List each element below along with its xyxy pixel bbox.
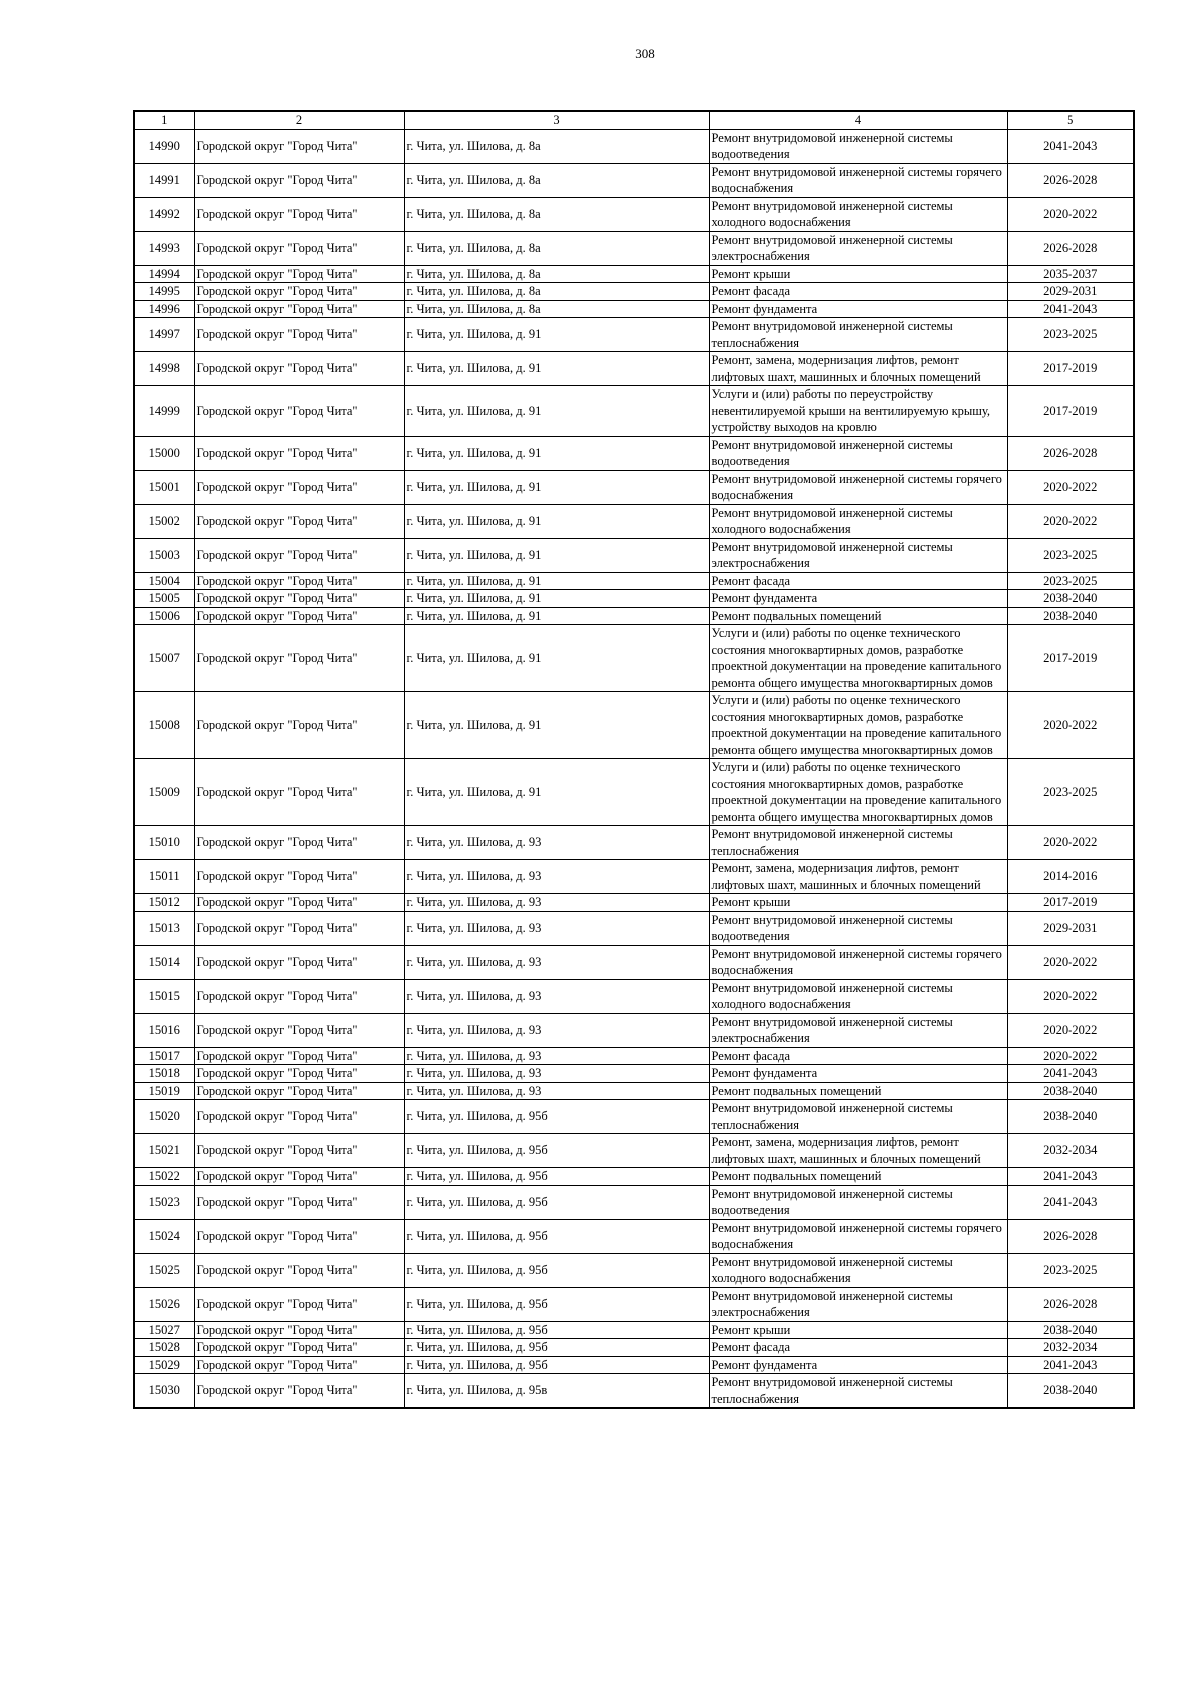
period-cell: 2026-2028: [1007, 1219, 1134, 1253]
table-row: [134, 1287, 1134, 1321]
table-row: [134, 1134, 1134, 1168]
table-row: [134, 1339, 1134, 1357]
row-number-cell: 14996: [134, 300, 194, 318]
row-number-cell: 15013: [134, 911, 194, 945]
table-row: [134, 860, 1134, 894]
row-number-cell: 15010: [134, 826, 194, 860]
address-cell: г. Чита, ул. Шилова, д. 8а: [404, 163, 709, 197]
address-cell: г. Чита, ул. Шилова, д. 91: [404, 759, 709, 826]
period-cell: 2041-2043: [1007, 129, 1134, 163]
work-type-cell: Ремонт внутридомовой инженерной системы теплоснабжения: [709, 318, 1007, 352]
table-row: [134, 1168, 1134, 1186]
municipality-cell: Городской округ "Город Чита": [194, 759, 404, 826]
table-row: [134, 979, 1134, 1013]
address-cell: г. Чита, ул. Шилова, д. 91: [404, 625, 709, 692]
period-cell: 2020-2022: [1007, 470, 1134, 504]
work-type-cell: Ремонт внутридомовой инженерной системы холодного водоснабжения: [709, 197, 1007, 231]
work-type-cell: Ремонт, замена, модернизация лифтов, ремонт лифтовых шахт, машинных и блочных помещений: [709, 352, 1007, 386]
municipality-cell: Городской округ "Город Чита": [194, 1185, 404, 1219]
period-cell: 2032-2034: [1007, 1134, 1134, 1168]
municipality-cell: Городской округ "Город Чита": [194, 607, 404, 625]
row-number-cell: 15029: [134, 1356, 194, 1374]
table-row: [134, 504, 1134, 538]
work-type-cell: Ремонт фундамента: [709, 1356, 1007, 1374]
period-cell: 2020-2022: [1007, 197, 1134, 231]
address-cell: г. Чита, ул. Шилова, д. 93: [404, 911, 709, 945]
period-cell: 2026-2028: [1007, 231, 1134, 265]
row-number-cell: 15003: [134, 538, 194, 572]
table-row: [134, 692, 1134, 759]
work-type-cell: Ремонт крыши: [709, 1321, 1007, 1339]
address-cell: г. Чита, ул. Шилова, д. 91: [404, 538, 709, 572]
period-cell: 2041-2043: [1007, 300, 1134, 318]
work-type-cell: Услуги и (или) работы по оценке технического состояния многоквартирных домов, разработке проектной документации на проведение капитального ремонта общего имущества многоквартирных домов: [709, 692, 1007, 759]
period-cell: 2038-2040: [1007, 1100, 1134, 1134]
row-number-cell: 15008: [134, 692, 194, 759]
address-cell: г. Чита, ул. Шилова, д. 91: [404, 386, 709, 437]
period-cell: 2026-2028: [1007, 436, 1134, 470]
address-cell: г. Чита, ул. Шилова, д. 93: [404, 826, 709, 860]
table-row: [134, 470, 1134, 504]
table-row: [134, 1253, 1134, 1287]
row-number-cell: 15001: [134, 470, 194, 504]
municipality-cell: Городской округ "Город Чита": [194, 1047, 404, 1065]
row-number-cell: 15004: [134, 572, 194, 590]
municipality-cell: Городской округ "Город Чита": [194, 386, 404, 437]
table-row: [134, 1065, 1134, 1083]
municipality-cell: Городской округ "Город Чита": [194, 979, 404, 1013]
address-cell: г. Чита, ул. Шилова, д. 95б: [404, 1219, 709, 1253]
address-cell: г. Чита, ул. Шилова, д. 95б: [404, 1168, 709, 1186]
period-cell: 2029-2031: [1007, 911, 1134, 945]
column-header: 1: [134, 111, 194, 129]
work-type-cell: Ремонт подвальных помещений: [709, 607, 1007, 625]
period-cell: 2014-2016: [1007, 860, 1134, 894]
period-cell: 2038-2040: [1007, 607, 1134, 625]
work-type-cell: Ремонт внутридомовой инженерной системы горячего водоснабжения: [709, 945, 1007, 979]
municipality-cell: Городской округ "Город Чита": [194, 1356, 404, 1374]
work-type-cell: Ремонт внутридомовой инженерной системы горячего водоснабжения: [709, 470, 1007, 504]
row-number-cell: 15017: [134, 1047, 194, 1065]
address-cell: г. Чита, ул. Шилова, д. 93: [404, 894, 709, 912]
address-cell: г. Чита, ул. Шилова, д. 93: [404, 1047, 709, 1065]
work-type-cell: Ремонт внутридомовой инженерной системы холодного водоснабжения: [709, 979, 1007, 1013]
municipality-cell: Городской округ "Город Чита": [194, 197, 404, 231]
period-cell: 2041-2043: [1007, 1356, 1134, 1374]
row-number-cell: 15025: [134, 1253, 194, 1287]
work-type-cell: Ремонт подвальных помещений: [709, 1168, 1007, 1186]
period-cell: 2038-2040: [1007, 1321, 1134, 1339]
work-type-cell: Услуги и (или) работы по оценке технического состояния многоквартирных домов, разработке проектной документации на проведение капитального ремонта общего имущества многоквартирных домов: [709, 625, 1007, 692]
address-cell: г. Чита, ул. Шилова, д. 93: [404, 1082, 709, 1100]
table-row: [134, 1356, 1134, 1374]
address-cell: г. Чита, ул. Шилова, д. 91: [404, 436, 709, 470]
table-row: [134, 590, 1134, 608]
municipality-cell: Городской округ "Город Чита": [194, 231, 404, 265]
municipality-cell: Городской округ "Город Чита": [194, 265, 404, 283]
address-cell: г. Чита, ул. Шилова, д. 8а: [404, 300, 709, 318]
municipality-cell: Городской округ "Город Чита": [194, 572, 404, 590]
municipality-cell: Городской округ "Город Чита": [194, 1253, 404, 1287]
table-row: [134, 436, 1134, 470]
address-cell: г. Чита, ул. Шилова, д. 91: [404, 692, 709, 759]
municipality-cell: Городской округ "Город Чита": [194, 538, 404, 572]
address-cell: г. Чита, ул. Шилова, д. 95б: [404, 1356, 709, 1374]
address-cell: г. Чита, ул. Шилова, д. 8а: [404, 283, 709, 301]
work-type-cell: Ремонт внутридомовой инженерной системы горячего водоснабжения: [709, 1219, 1007, 1253]
work-type-cell: Ремонт фасада: [709, 1339, 1007, 1357]
period-cell: 2023-2025: [1007, 759, 1134, 826]
address-cell: г. Чита, ул. Шилова, д. 91: [404, 572, 709, 590]
municipality-cell: Городской округ "Город Чита": [194, 1287, 404, 1321]
period-cell: 2020-2022: [1007, 504, 1134, 538]
work-type-cell: Ремонт подвальных помещений: [709, 1082, 1007, 1100]
row-number-cell: 14993: [134, 231, 194, 265]
address-cell: г. Чита, ул. Шилова, д. 8а: [404, 231, 709, 265]
municipality-cell: Городской округ "Город Чита": [194, 590, 404, 608]
work-type-cell: Ремонт, замена, модернизация лифтов, ремонт лифтовых шахт, машинных и блочных помещений: [709, 1134, 1007, 1168]
table-row: [134, 625, 1134, 692]
period-cell: 2020-2022: [1007, 945, 1134, 979]
row-number-cell: 15007: [134, 625, 194, 692]
address-cell: г. Чита, ул. Шилова, д. 93: [404, 979, 709, 1013]
period-cell: 2023-2025: [1007, 538, 1134, 572]
row-number-cell: 15020: [134, 1100, 194, 1134]
work-type-cell: Ремонт фундамента: [709, 300, 1007, 318]
period-cell: 2023-2025: [1007, 572, 1134, 590]
row-number-cell: 14998: [134, 352, 194, 386]
row-number-cell: 15015: [134, 979, 194, 1013]
table-row: [134, 1185, 1134, 1219]
row-number-cell: 15023: [134, 1185, 194, 1219]
address-cell: г. Чита, ул. Шилова, д. 91: [404, 504, 709, 538]
period-cell: 2029-2031: [1007, 283, 1134, 301]
row-number-cell: 15028: [134, 1339, 194, 1357]
row-number-cell: 15018: [134, 1065, 194, 1083]
page-number: 308: [635, 46, 655, 61]
period-cell: 2035-2037: [1007, 265, 1134, 283]
municipality-cell: Городской округ "Город Чита": [194, 163, 404, 197]
row-number-cell: 15021: [134, 1134, 194, 1168]
work-type-cell: Ремонт внутридомовой инженерной системы электроснабжения: [709, 538, 1007, 572]
work-type-cell: Ремонт внутридомовой инженерной системы водоотведения: [709, 129, 1007, 163]
work-type-cell: Услуги и (или) работы по оценке технического состояния многоквартирных домов, разработке проектной документации на проведение капитального ремонта общего имущества многоквартирных домов: [709, 759, 1007, 826]
table-row: [134, 1013, 1134, 1047]
table-row: [134, 538, 1134, 572]
work-type-cell: Ремонт внутридомовой инженерной системы водоотведения: [709, 1185, 1007, 1219]
table-row: [134, 231, 1134, 265]
work-type-cell: Ремонт внутридомовой инженерной системы электроснабжения: [709, 1287, 1007, 1321]
row-number-cell: 15011: [134, 860, 194, 894]
table-row: [134, 386, 1134, 437]
address-cell: г. Чита, ул. Шилова, д. 93: [404, 860, 709, 894]
row-number-cell: 15014: [134, 945, 194, 979]
table-row: [134, 352, 1134, 386]
municipality-cell: Городской округ "Город Чита": [194, 945, 404, 979]
municipality-cell: Городской округ "Город Чита": [194, 504, 404, 538]
municipality-cell: Городской округ "Город Чита": [194, 436, 404, 470]
work-type-cell: Ремонт крыши: [709, 894, 1007, 912]
work-type-cell: Ремонт фасада: [709, 283, 1007, 301]
table-row: [134, 1100, 1134, 1134]
row-number-cell: 15019: [134, 1082, 194, 1100]
address-cell: г. Чита, ул. Шилова, д. 95б: [404, 1339, 709, 1357]
work-type-cell: Ремонт, замена, модернизация лифтов, ремонт лифтовых шахт, машинных и блочных помещений: [709, 860, 1007, 894]
address-cell: г. Чита, ул. Шилова, д. 95б: [404, 1253, 709, 1287]
table-row: [134, 1219, 1134, 1253]
municipality-cell: Городской округ "Город Чита": [194, 1219, 404, 1253]
period-cell: 2038-2040: [1007, 590, 1134, 608]
period-cell: 2020-2022: [1007, 692, 1134, 759]
table-row: [134, 318, 1134, 352]
table-row: [134, 607, 1134, 625]
table-row: [134, 1082, 1134, 1100]
municipality-cell: Городской округ "Город Чита": [194, 318, 404, 352]
table-header-row: [134, 111, 1134, 129]
work-type-cell: Ремонт внутридомовой инженерной системы холодного водоснабжения: [709, 1253, 1007, 1287]
table-row: [134, 1047, 1134, 1065]
municipality-cell: Городской округ "Город Чита": [194, 129, 404, 163]
row-number-cell: 15005: [134, 590, 194, 608]
municipality-cell: Городской округ "Город Чита": [194, 283, 404, 301]
municipality-cell: Городской округ "Город Чита": [194, 1374, 404, 1409]
address-cell: г. Чита, ул. Шилова, д. 95б: [404, 1134, 709, 1168]
row-number-cell: 15012: [134, 894, 194, 912]
table-row: [134, 283, 1134, 301]
column-header: 4: [709, 111, 1007, 129]
row-number-cell: 15000: [134, 436, 194, 470]
municipality-cell: Городской округ "Город Чита": [194, 692, 404, 759]
row-number-cell: 15002: [134, 504, 194, 538]
municipality-cell: Городской округ "Город Чита": [194, 911, 404, 945]
municipality-cell: Городской округ "Город Чита": [194, 1339, 404, 1357]
work-type-cell: Ремонт крыши: [709, 265, 1007, 283]
table-row: [134, 300, 1134, 318]
period-cell: 2026-2028: [1007, 163, 1134, 197]
row-number-cell: 14991: [134, 163, 194, 197]
period-cell: 2017-2019: [1007, 625, 1134, 692]
table-row: [134, 945, 1134, 979]
work-type-cell: Ремонт внутридомовой инженерной системы теплоснабжения: [709, 826, 1007, 860]
table-row: [134, 759, 1134, 826]
municipality-cell: Городской округ "Город Чита": [194, 1168, 404, 1186]
municipality-cell: Городской округ "Город Чита": [194, 470, 404, 504]
municipality-cell: Городской округ "Город Чита": [194, 625, 404, 692]
address-cell: г. Чита, ул. Шилова, д. 8а: [404, 197, 709, 231]
column-header: 2: [194, 111, 404, 129]
column-header: 5: [1007, 111, 1134, 129]
municipality-cell: Городской округ "Город Чита": [194, 894, 404, 912]
municipality-cell: Городской округ "Город Чита": [194, 1013, 404, 1047]
period-cell: 2020-2022: [1007, 1047, 1134, 1065]
address-cell: г. Чита, ул. Шилова, д. 8а: [404, 265, 709, 283]
table-row: [134, 1321, 1134, 1339]
work-type-cell: Ремонт внутридомовой инженерной системы горячего водоснабжения: [709, 163, 1007, 197]
municipality-cell: Городской округ "Город Чита": [194, 1100, 404, 1134]
row-number-cell: 15027: [134, 1321, 194, 1339]
period-cell: 2023-2025: [1007, 318, 1134, 352]
row-number-cell: 15022: [134, 1168, 194, 1186]
address-cell: г. Чита, ул. Шилова, д. 8а: [404, 129, 709, 163]
table-row: [134, 572, 1134, 590]
address-cell: г. Чита, ул. Шилова, д. 93: [404, 1065, 709, 1083]
table-row: [134, 197, 1134, 231]
period-cell: 2017-2019: [1007, 352, 1134, 386]
address-cell: г. Чита, ул. Шилова, д. 91: [404, 590, 709, 608]
municipality-cell: Городской округ "Город Чита": [194, 826, 404, 860]
table-row: [134, 894, 1134, 912]
row-number-cell: 14995: [134, 283, 194, 301]
work-type-cell: Ремонт внутридомовой инженерной системы электроснабжения: [709, 231, 1007, 265]
period-cell: 2041-2043: [1007, 1168, 1134, 1186]
work-type-cell: Ремонт внутридомовой инженерной системы теплоснабжения: [709, 1374, 1007, 1409]
address-cell: г. Чита, ул. Шилова, д. 91: [404, 607, 709, 625]
row-number-cell: 15006: [134, 607, 194, 625]
table-row: [134, 163, 1134, 197]
table-row: [134, 1374, 1134, 1409]
work-type-cell: Ремонт внутридомовой инженерной системы холодного водоснабжения: [709, 504, 1007, 538]
work-type-cell: Ремонт внутридомовой инженерной системы водоотведения: [709, 911, 1007, 945]
municipality-cell: Городской округ "Город Чита": [194, 1321, 404, 1339]
table-row: [134, 911, 1134, 945]
column-header: 3: [404, 111, 709, 129]
row-number-cell: 15016: [134, 1013, 194, 1047]
work-type-cell: Ремонт фасада: [709, 572, 1007, 590]
period-cell: 2038-2040: [1007, 1374, 1134, 1409]
address-cell: г. Чита, ул. Шилова, д. 91: [404, 318, 709, 352]
address-cell: г. Чита, ул. Шилова, д. 95б: [404, 1185, 709, 1219]
work-type-cell: Ремонт фундамента: [709, 1065, 1007, 1083]
period-cell: 2020-2022: [1007, 826, 1134, 860]
period-cell: 2041-2043: [1007, 1185, 1134, 1219]
row-number-cell: 14997: [134, 318, 194, 352]
period-cell: 2041-2043: [1007, 1065, 1134, 1083]
period-cell: 2020-2022: [1007, 1013, 1134, 1047]
row-number-cell: 14994: [134, 265, 194, 283]
work-type-cell: Ремонт внутридомовой инженерной системы электроснабжения: [709, 1013, 1007, 1047]
address-cell: г. Чита, ул. Шилова, д. 95в: [404, 1374, 709, 1409]
period-cell: 2020-2022: [1007, 979, 1134, 1013]
row-number-cell: 15030: [134, 1374, 194, 1409]
address-cell: г. Чита, ул. Шилова, д. 91: [404, 470, 709, 504]
period-cell: 2017-2019: [1007, 386, 1134, 437]
period-cell: 2032-2034: [1007, 1339, 1134, 1357]
work-type-cell: Ремонт внутридомовой инженерной системы водоотведения: [709, 436, 1007, 470]
municipality-cell: Городской округ "Город Чита": [194, 1065, 404, 1083]
row-number-cell: 14999: [134, 386, 194, 437]
work-type-cell: Услуги и (или) работы по переустройству невентилируемой крыши на вентилируемую крышу, устройству выходов на кровлю: [709, 386, 1007, 437]
municipality-cell: Городской округ "Город Чита": [194, 1082, 404, 1100]
table-row: [134, 129, 1134, 163]
row-number-cell: 14992: [134, 197, 194, 231]
work-type-cell: Ремонт фасада: [709, 1047, 1007, 1065]
table-row: [134, 826, 1134, 860]
address-cell: г. Чита, ул. Шилова, д. 95б: [404, 1287, 709, 1321]
row-number-cell: 15024: [134, 1219, 194, 1253]
period-cell: 2023-2025: [1007, 1253, 1134, 1287]
address-cell: г. Чита, ул. Шилова, д. 93: [404, 1013, 709, 1047]
period-cell: 2038-2040: [1007, 1082, 1134, 1100]
row-number-cell: 15026: [134, 1287, 194, 1321]
address-cell: г. Чита, ул. Шилова, д. 95б: [404, 1321, 709, 1339]
period-cell: 2017-2019: [1007, 894, 1134, 912]
work-type-cell: Ремонт внутридомовой инженерной системы теплоснабжения: [709, 1100, 1007, 1134]
address-cell: г. Чита, ул. Шилова, д. 95б: [404, 1100, 709, 1134]
municipality-cell: Городской округ "Город Чита": [194, 1134, 404, 1168]
work-type-cell: Ремонт фундамента: [709, 590, 1007, 608]
row-number-cell: 15009: [134, 759, 194, 826]
period-cell: 2026-2028: [1007, 1287, 1134, 1321]
municipality-cell: Городской округ "Город Чита": [194, 860, 404, 894]
repair-schedule-table: [133, 110, 1135, 1409]
row-number-cell: 14990: [134, 129, 194, 163]
address-cell: г. Чита, ул. Шилова, д. 93: [404, 945, 709, 979]
municipality-cell: Городской округ "Город Чита": [194, 352, 404, 386]
address-cell: г. Чита, ул. Шилова, д. 91: [404, 352, 709, 386]
municipality-cell: Городской округ "Город Чита": [194, 300, 404, 318]
table-row: [134, 265, 1134, 283]
